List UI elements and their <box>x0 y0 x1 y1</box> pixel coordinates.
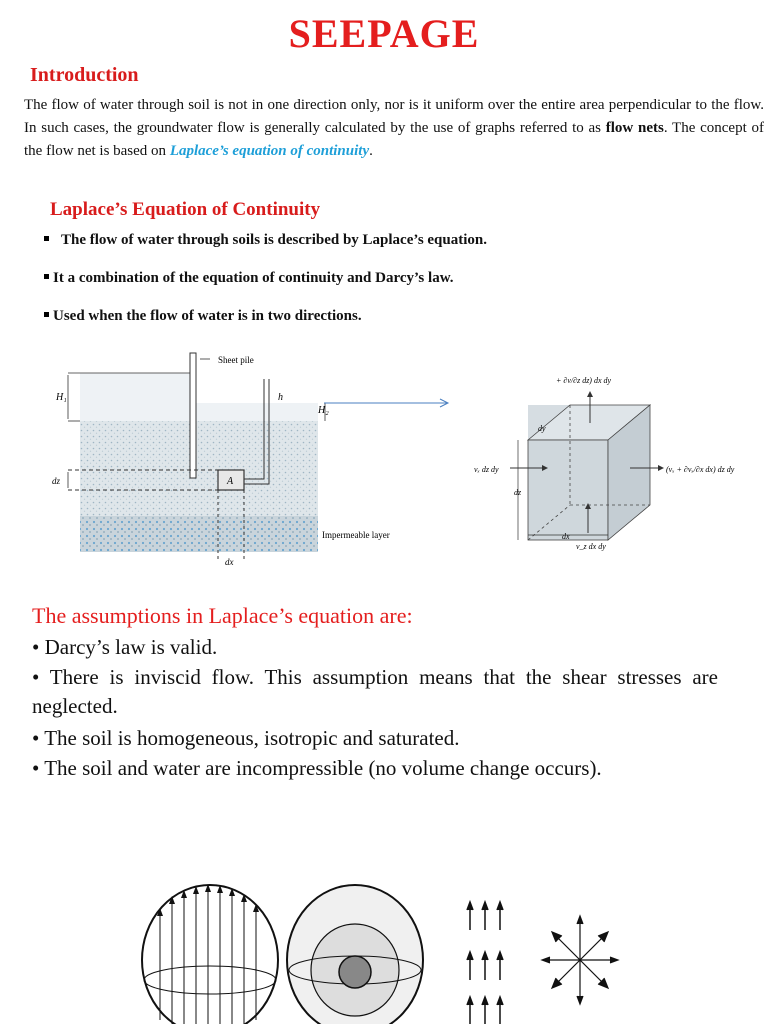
parallel-flow-arrows <box>467 902 503 1024</box>
cube-front <box>528 440 608 540</box>
label-left-flux: vₓ dz dy <box>474 465 499 474</box>
sheet-pile <box>190 353 196 478</box>
label-h2: H₂ <box>318 405 329 416</box>
assumption-4: • The soil and water are incompressible (no volume change occurs). <box>32 756 602 780</box>
label-top-flux: + ∂v/∂z dz) dx dy <box>556 376 612 385</box>
intro-text-2: . The concept of the flow net is based on <box>24 120 764 159</box>
bullet-square-icon <box>44 236 49 241</box>
page-title: SEEPAGE <box>288 11 480 56</box>
introduction-heading: Introduction <box>30 64 139 86</box>
bullet-square-icon <box>44 274 49 279</box>
sphere-uniform-flow <box>142 884 278 1024</box>
assumption-2: • There is inviscid flow. This assumption means that the shear stresses are neglected. <box>32 665 718 718</box>
control-cube-diagram <box>470 365 745 555</box>
label-h1: H₁ <box>56 392 67 403</box>
label-dx: dx <box>225 557 234 567</box>
assumption-3: • The soil is homogeneous, isotropic and saturated. <box>32 726 460 750</box>
label-sheet-pile: Sheet pile <box>218 355 254 365</box>
laplace-heading: Laplace’s Equation of Continuity <box>50 199 321 220</box>
label-bottom-flux: v_z dx dy <box>576 542 606 551</box>
assumption-1: • Darcy’s law is valid. <box>32 635 218 659</box>
label-h: h <box>278 392 283 403</box>
bullet-square-icon <box>44 312 49 317</box>
label-dz: dz <box>52 476 61 486</box>
bullet-text: The flow of water through soils is described by Laplace’s equation. <box>61 232 487 248</box>
downstream-water <box>190 403 318 421</box>
sheet-pile-diagram <box>50 345 420 570</box>
intro-text-3: . <box>369 143 373 159</box>
label-dx-cube: dx <box>562 532 570 541</box>
intro-bold-flow-nets: flow nets <box>605 120 664 136</box>
intro-text-1: The flow of water through soil is not in one direction only, nor is it uniform over the entire area perpendicular to the flow. In such cases, the groundwater flow is generally calculated by the use of graphs referred to as <box>24 97 764 136</box>
bullet-text: It a combination of the equation of continuity and Darcy’s law. <box>53 270 454 286</box>
assumptions-heading: The assumptions in Laplace’s equation are: <box>32 603 413 628</box>
label-right-flux: (vₓ + ∂vₓ/∂x dx) dz dy <box>666 465 735 474</box>
radial-flow-arrows <box>542 916 618 1004</box>
permeable-soil <box>80 421 318 516</box>
bullet-text: Used when the flow of water is in two directions. <box>53 308 362 324</box>
label-dy: dy <box>538 424 546 433</box>
impermeable-layer <box>80 516 318 552</box>
sphere-saturated-core <box>287 885 423 1024</box>
flow-illustrations <box>130 860 768 1024</box>
label-a: A <box>227 476 234 487</box>
label-impermeable: Impermeable layer <box>322 530 390 540</box>
flow-arrow <box>322 396 452 410</box>
laplace-bullet-3 <box>44 308 362 325</box>
upstream-water <box>80 373 190 421</box>
label-dz-cube: dz <box>514 488 522 497</box>
introduction-paragraph <box>24 94 764 163</box>
laplace-link[interactable]: Laplace’s equation of continuity <box>169 143 370 159</box>
laplace-bullet-1 <box>44 232 487 249</box>
laplace-bullet-2 <box>44 270 453 287</box>
